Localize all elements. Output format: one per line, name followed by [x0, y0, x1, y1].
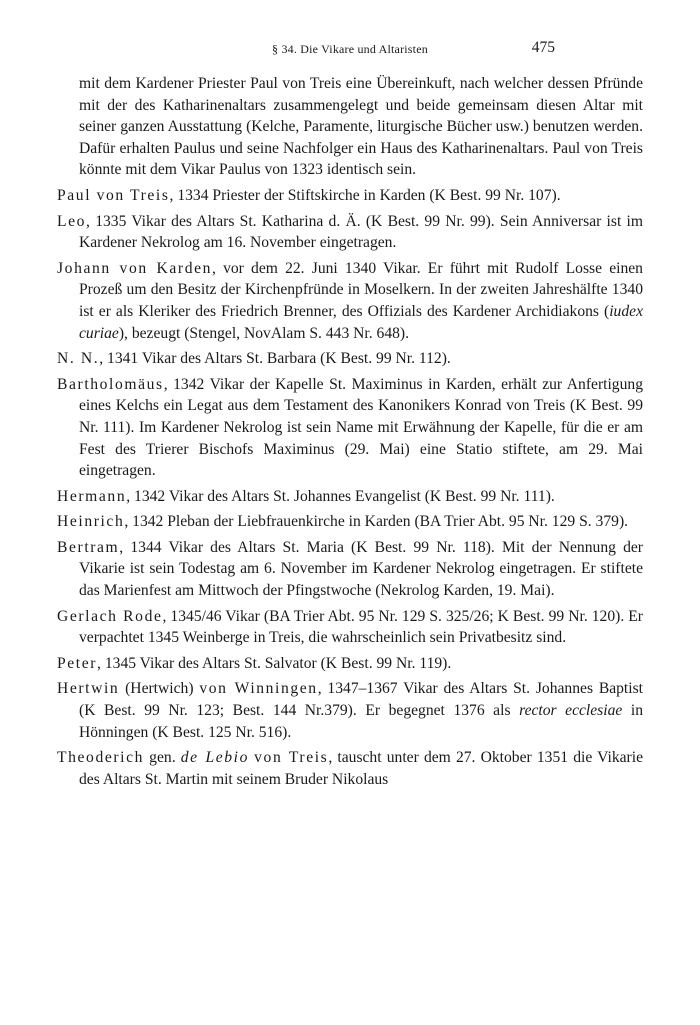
entry-text: , 1342 Pleban der Liebfrauenkirche in Karden (BA Trier Abt. 95 Nr. 129 S. 379).: [124, 513, 629, 531]
entry-peter: [57, 653, 643, 675]
entry-johann-von-karden: [57, 258, 643, 344]
entry-text: , 1344 Vikar des Altars St. Maria (K Best. 99 Nr. 118). Mit der Nennung der Vikarie ist sein Todestag am 6. November im Kardener Nekrolog eingetragen. Er stiftete das Marienfest am Mittwoch der Pfingstwoche (Nekrolog Karden, 19. Mai).: [79, 538, 643, 600]
entry-heinrich: [57, 511, 643, 533]
entry-name: N. N.: [57, 350, 100, 368]
entry-theoderich: [57, 747, 643, 790]
entry-bertram: [57, 537, 643, 602]
entry-name: Bertram: [57, 538, 120, 556]
entry-alias: (Hertwich): [119, 680, 200, 698]
entry-text: , 1334 Priester der Stiftskirche in Karden (K Best. 99 Nr. 107).: [169, 186, 561, 204]
entry-name: Gerlach Rode: [57, 607, 163, 625]
entry-text: , 1345 Vikar des Altars St. Salvator (K Best. 99 Nr. 119).: [97, 654, 452, 672]
entry-text: , tauscht unter dem 27. Oktober 1351 die Vikarie des Altars St. Martin mit seinem Bruder Nikolaus: [79, 749, 643, 788]
entry-hermann: [57, 486, 643, 508]
entry-name: Peter: [57, 654, 98, 672]
entry-bartholomaeus: [57, 374, 643, 482]
entry-italic-term: rector ecclesiae: [519, 702, 623, 720]
entry-name: Heinrich: [57, 513, 125, 531]
entry-text: , 1335 Vikar des Altars St. Katharina d. Ä. (K Best. 99 Nr. 99). Sein Anniversar ist im Kardener Nekrolog am 16. November eingetragen.: [79, 212, 643, 252]
entry-name: Bartholomäus: [57, 375, 164, 393]
entry-name: Paul von Treis: [57, 186, 170, 204]
entry-text: , 1342 Vikar der Kapelle St. Maximinus in Karden, erhält zur Anfertigung eines Kelchs ein Legat aus dem Testament des Kanonikers Konrad von Treis (K Best. 99 Nr. 111). Im Kardener Nekrolog ist sein Name mit Erwähnung der Kapelle, für die er am Fest des Trierer Bischofs Maximinus (29. Mai) eine Statio stiftete, am 29. Mai eingetragen.: [79, 375, 643, 480]
entry-alias: gen.: [144, 749, 181, 767]
continuation-paragraph: [57, 73, 643, 181]
entry-italic-name: de Lebio: [180, 749, 249, 767]
entry-text: , 1345/46 Vikar (BA Trier Abt. 95 Nr. 129 S. 325/26; K Best. 99 Nr. 120). Er verpachtet 1345 Weinberge in Treis, die wahrscheinlich sein Privatbesitz sind.: [79, 607, 643, 647]
entry-text: , 1341 Vikar des Altars St. Barbara (K Best. 99 Nr. 112).: [99, 350, 451, 368]
page-number: 475: [531, 39, 555, 56]
page-header: [0, 39, 700, 59]
entry-text: , 1347–1367 Vikar des Altars St. Johannes Baptist (K Best. 99 Nr. 123; Best. 144 Nr.379). Er begegnet 1376 als: [79, 680, 643, 720]
entry-name-origin: von Winningen: [199, 680, 318, 698]
entry-name: Hermann: [57, 487, 127, 505]
entry-italic-term: iudex curiae: [79, 302, 643, 342]
entry-text: , vor dem 22. Juni 1340 Vikar. Er führt mit Rudolf Losse einen Prozeß um den Besitz der Kirchenpfründe in Moselkern. In der zweiten Jahreshälfte 1340 ist er als Kleriker des Friedrich Brenner, des Offizials des Kardener Archidiakons (: [79, 259, 643, 320]
entry-n-n: [57, 348, 643, 370]
continuation-text: mit dem Kardener Priester Paul von Treis eine Übereinkuft, nach welcher dessen Pfründe mit der des Katharinenaltars zusammengelegt und beide gemeinsam diesen Altar mit seiner ganzen Ausstattung (Kelche, Paramente, liturgische Bücher usw.) benutzen werden. Dafür erhalten Paulus und seine Nachfolger ein Haus des Katharinenaltars. Paul von Treis könnte mit dem Vikar Paulus von 1323 identisch sein.: [79, 75, 643, 179]
entry-name: Johann von Karden: [57, 259, 213, 277]
entry-leo: [57, 211, 643, 254]
entry-paul-von-treis: [57, 185, 643, 207]
entry-name: Theoderich: [57, 749, 145, 767]
entry-name-origin: von Treis: [254, 749, 329, 767]
entry-name: Leo: [57, 212, 87, 230]
body-text: [57, 73, 643, 794]
running-head: § 34. Die Vikare und Altaristen: [272, 42, 428, 56]
entry-hertwin: [57, 678, 643, 743]
entry-text: ), bezeugt (Stengel, NovAlam S. 443 Nr. 648).: [118, 324, 410, 342]
entry-gerlach-rode: [57, 606, 643, 649]
entry-name: Hertwin: [57, 680, 120, 698]
entry-text: , 1342 Vikar des Altars St. Johannes Evangelist (K Best. 99 Nr. 111).: [126, 487, 555, 505]
entry-text: in Hönningen (K Best. 125 Nr. 516).: [79, 702, 643, 741]
